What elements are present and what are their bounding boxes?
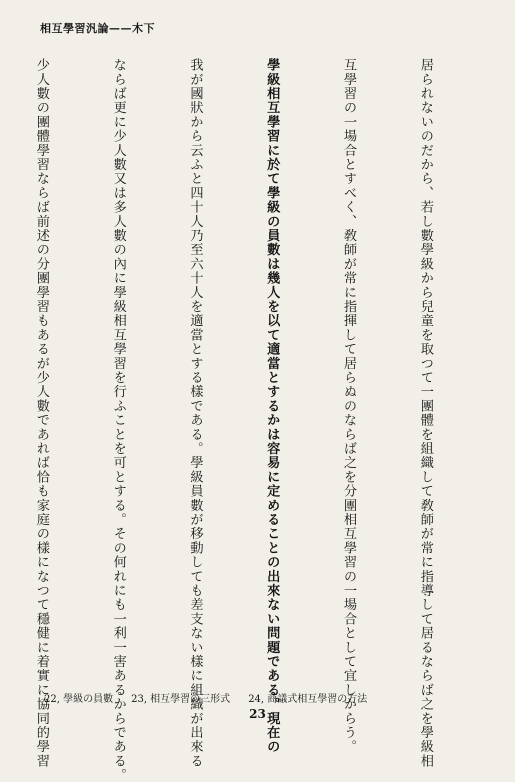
margin-notes bbox=[44, 690, 484, 705]
page-number: 23 bbox=[249, 707, 266, 721]
margin-note: 22, 學級の員數 bbox=[44, 694, 114, 705]
text-column: 互學習の一場合とすべく、敎師が常に指揮して居らぬのならば之を分團相互學習の一場合として宜しからう。 bbox=[341, 58, 357, 754]
text-column: 學級相互學習に於て學級の員數は幾人を以て適當とするかは容易に定めることの出來ない問題である。現在の bbox=[264, 58, 280, 754]
margin-note: 24, 商議式相互學習の方法 bbox=[248, 694, 368, 705]
text-column: 我が國狀から云ふと四十人乃至六十人を適當とする樣である。學級員數が移動しても差支ない樣に組織が出來る bbox=[187, 58, 203, 768]
margin-note: 23, 相互學習の三形式 bbox=[131, 694, 231, 705]
text-column: 少人數の團體學習ならば前述の分團學習もあるが少人數であれば恰も家庭の樣になつて穩健に着實に協同的學習 bbox=[33, 58, 49, 768]
text-column: 居られないのだから、若し數學級から兒童を取つて一團體を組織して敎師が常に指導して居るならば之を學級相 bbox=[417, 58, 433, 768]
running-header: 相互學習汎論——木下 bbox=[40, 22, 155, 35]
text-column: ならば更に少人數又は多人數の內に學級相互學習を行ふことを可とする。その何れにも一利一害あるからである。 bbox=[110, 58, 126, 782]
